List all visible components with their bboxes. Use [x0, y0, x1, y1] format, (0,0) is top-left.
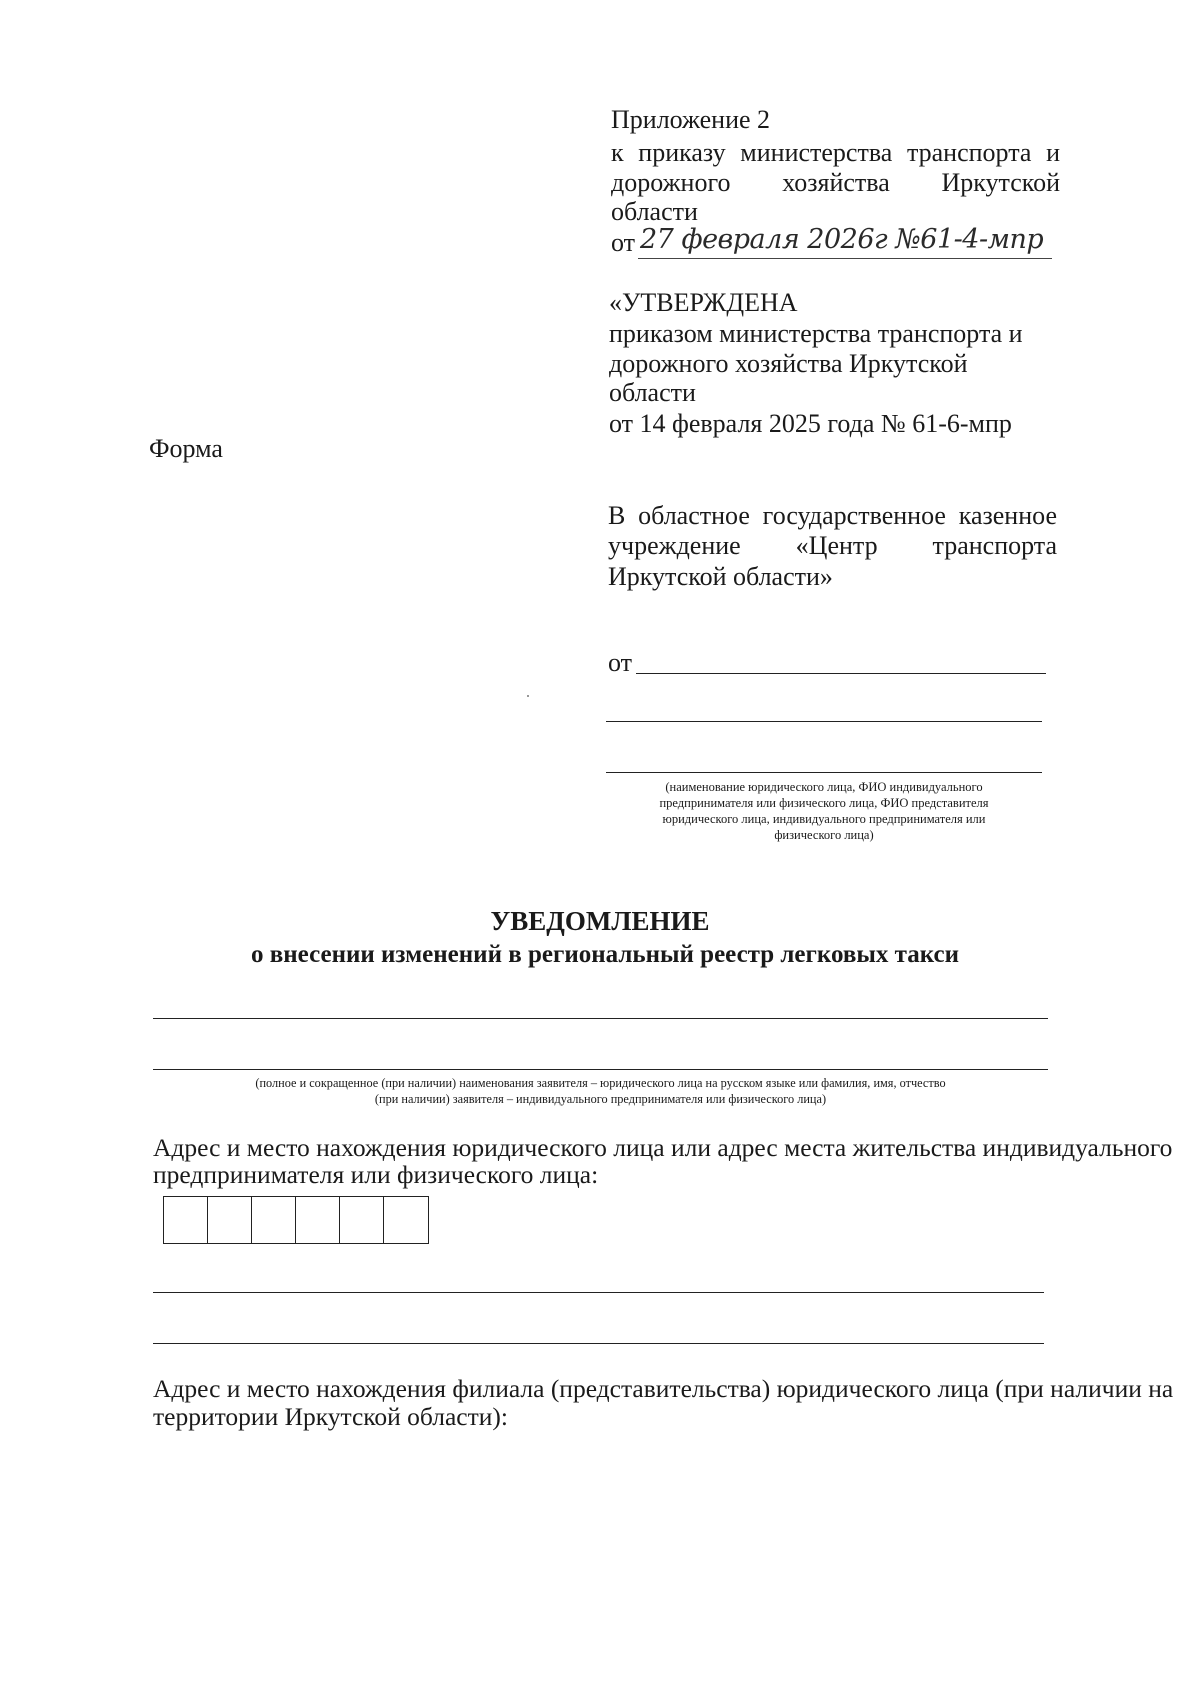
- from-caption-4: физического лица): [774, 828, 874, 842]
- addressee-line-2: учреждение «Центр транспорта: [608, 531, 1057, 560]
- branch-label-line-2: территории Иркутской области):: [153, 1402, 508, 1431]
- approved-region-line: области: [609, 378, 696, 407]
- approved-date-line: от 14 февраля 2025 года № 61-6-мпр: [609, 409, 1012, 438]
- document-title: УВЕДОМЛЕНИЕ: [490, 906, 710, 936]
- approved-order-line: приказом министерства транспорта и: [609, 319, 1023, 348]
- postal-code-cells[interactable]: [163, 1196, 429, 1244]
- address-field-line-1[interactable]: [153, 1292, 1044, 1293]
- form-label: Форма: [149, 434, 223, 463]
- postal-cell[interactable]: [340, 1197, 384, 1243]
- from-caption-3: юридического лица, индивидуального предпринимателя или: [662, 812, 986, 826]
- address-field-line-2[interactable]: [153, 1343, 1044, 1344]
- from-field-line-3[interactable]: [606, 772, 1042, 773]
- postal-cell[interactable]: [208, 1197, 252, 1243]
- postal-cell[interactable]: [252, 1197, 296, 1243]
- appendix-number: Приложение 2: [611, 105, 771, 134]
- appendix-ministry-line: дорожного хозяйства Иркутской: [611, 168, 1060, 197]
- from-caption-2: предпринимателя или физического лица, ФИО представителя: [659, 796, 989, 810]
- from-field-line-1[interactable]: [636, 673, 1046, 674]
- applicant-caption-1: (полное и сокращенное (при наличии) наименования заявителя – юридического лица на русском языке или фамилия, имя, отчество: [255, 1076, 946, 1090]
- approved-heading: «УТВЕРЖДЕНА: [609, 288, 798, 317]
- postal-cell[interactable]: [164, 1197, 208, 1243]
- address-label-line-1: Адрес и место нахождения юридического лица или адрес места жительства индивидуального: [153, 1133, 1173, 1162]
- applicant-field-line-1[interactable]: [153, 1018, 1048, 1019]
- appendix-date-prefix: от: [611, 228, 636, 257]
- appendix-region-line: области: [611, 197, 698, 226]
- addressee-line-3: Иркутской области»: [608, 562, 833, 591]
- document-subtitle: о внесении изменений в региональный реестр легковых такси: [251, 941, 959, 968]
- from-field-line-2[interactable]: [606, 721, 1042, 722]
- from-caption-1: (наименование юридического лица, ФИО индивидуального: [665, 780, 983, 794]
- postal-cell[interactable]: [296, 1197, 340, 1243]
- branch-label-line-1: Адрес и место нахождения филиала (представительства) юридического лица (при наличии на: [153, 1374, 1174, 1403]
- postal-cell[interactable]: [384, 1197, 428, 1243]
- date-underline: [638, 258, 1052, 259]
- applicant-field-line-2[interactable]: [153, 1069, 1048, 1070]
- handwritten-order-date: 27 февраля 2026г №61-4-мпр: [640, 224, 1044, 255]
- applicant-caption-2: (при наличии) заявителя – индивидуального предпринимателя или физического лица): [374, 1092, 827, 1106]
- scan-speck: [527, 695, 529, 697]
- address-label-line-2: предпринимателя или физического лица:: [153, 1160, 599, 1189]
- from-prefix: от: [608, 648, 633, 677]
- addressee-line-1: В областное государственное казенное: [608, 501, 1057, 530]
- approved-ministry-line: дорожного хозяйства Иркутской: [609, 349, 968, 378]
- appendix-order-line: к приказу министерства транспорта и: [611, 138, 1060, 167]
